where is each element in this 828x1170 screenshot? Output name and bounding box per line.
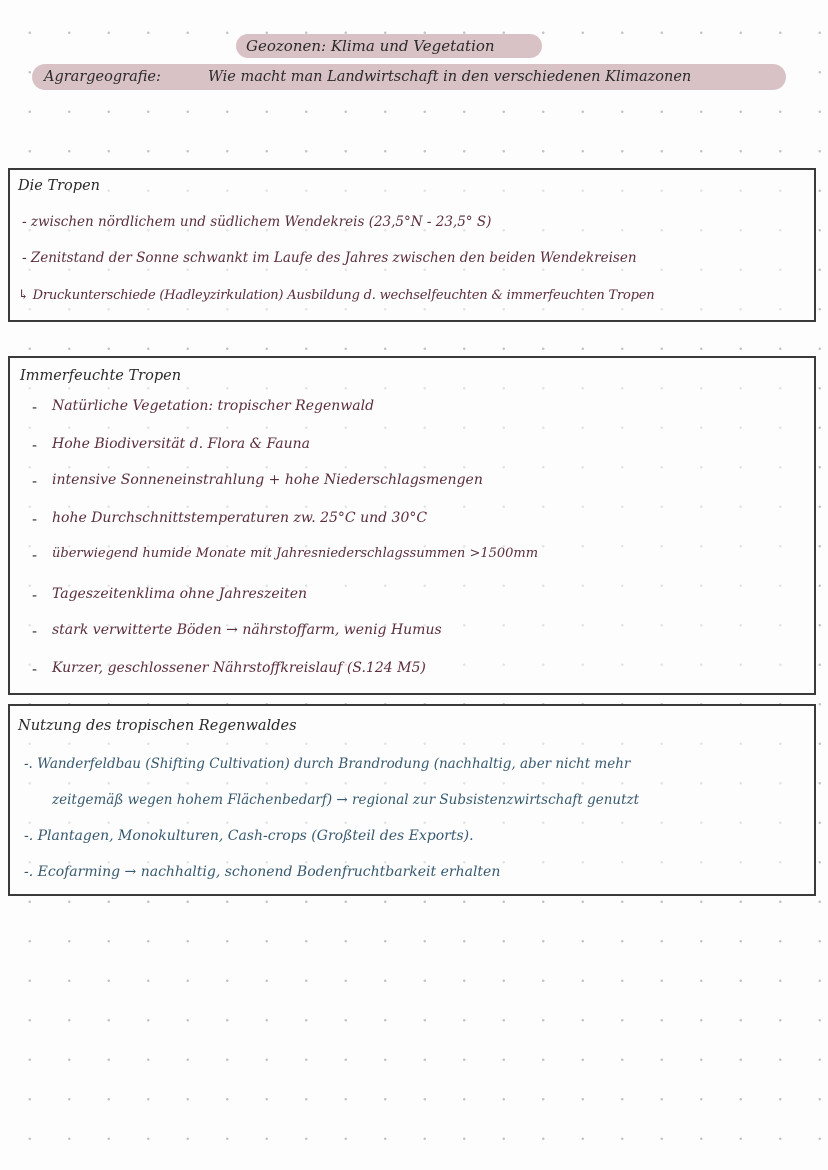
page-title-text: Geozonen: Klima und Vegetation (246, 37, 495, 55)
list-item: -. Plantagen, Monokulturen, Cash-crops (Großteil des Exports). (24, 828, 474, 844)
list-item: zeitgemäß wegen hohem Flächenbedarf) → regional zur Subsistenzwirtschaft genutzt (52, 792, 640, 808)
list-item: - Zenitstand der Sonne schwankt im Laufe des Jahres zwischen den beiden Wendekreisen (22, 250, 637, 266)
list-item: Kurzer, geschlossener Nährstoffkreislauf (S.124 M5) (52, 660, 426, 676)
section-nutzung-regenwald (8, 704, 816, 896)
section-immerfeuchte-tropen (8, 356, 816, 695)
section-heading: Nutzung des tropischen Regenwaldes (18, 718, 297, 734)
list-item: -. Ecofarming → nachhaltig, schonend Bodenfruchtbarkeit erhalten (24, 864, 501, 880)
list-item: überwiegend humide Monate mit Jahresniederschlagssummen >1500mm (52, 546, 539, 561)
list-item: Tageszeitenklima ohne Jahreszeiten (52, 586, 308, 602)
bullet-dash: - (32, 398, 38, 416)
list-item: ↳ Druckunterschiede (Hadleyzirkulation) Ausbildung d. wechselfeuchten & immerfeuchten Tropen (18, 288, 655, 303)
list-item: intensive Sonneneinstrahlung + hohe Niederschlagsmengen (52, 472, 483, 488)
bullet-dash: - (32, 510, 38, 528)
list-item: stark verwitterte Böden → nährstoffarm, wenig Humus (52, 622, 442, 638)
page-subtitle (32, 64, 786, 90)
bullet-dash: - (32, 586, 38, 604)
list-item: hohe Durchschnittstemperaturen zw. 25°C und 30°C (52, 510, 428, 526)
list-item: Natürliche Vegetation: tropischer Regenwald (52, 398, 375, 414)
page-title (236, 34, 542, 58)
bullet-dash: - (32, 436, 38, 454)
list-item: Hohe Biodiversität d. Flora & Fauna (52, 436, 310, 452)
subtitle-label: Agrargeografie: (44, 69, 161, 85)
bullet-dash: - (32, 546, 38, 564)
bullet-dash: - (32, 660, 38, 678)
section-tropen (8, 168, 816, 322)
subtitle-text: Wie macht man Landwirtschaft in den verschiedenen Klimazonen (208, 69, 692, 85)
list-item: - zwischen nördlichem und südlichem Wendekreis (23,5°N - 23,5° S) (22, 214, 492, 230)
list-item: -. Wanderfeldbau (Shifting Cultivation) durch Brandrodung (nachhaltig, aber nicht mehr (24, 756, 631, 772)
section-heading: Die Tropen (18, 178, 100, 194)
section-heading: Immerfeuchte Tropen (20, 368, 182, 384)
bullet-dash: - (32, 472, 38, 490)
bullet-dash: - (32, 622, 38, 640)
